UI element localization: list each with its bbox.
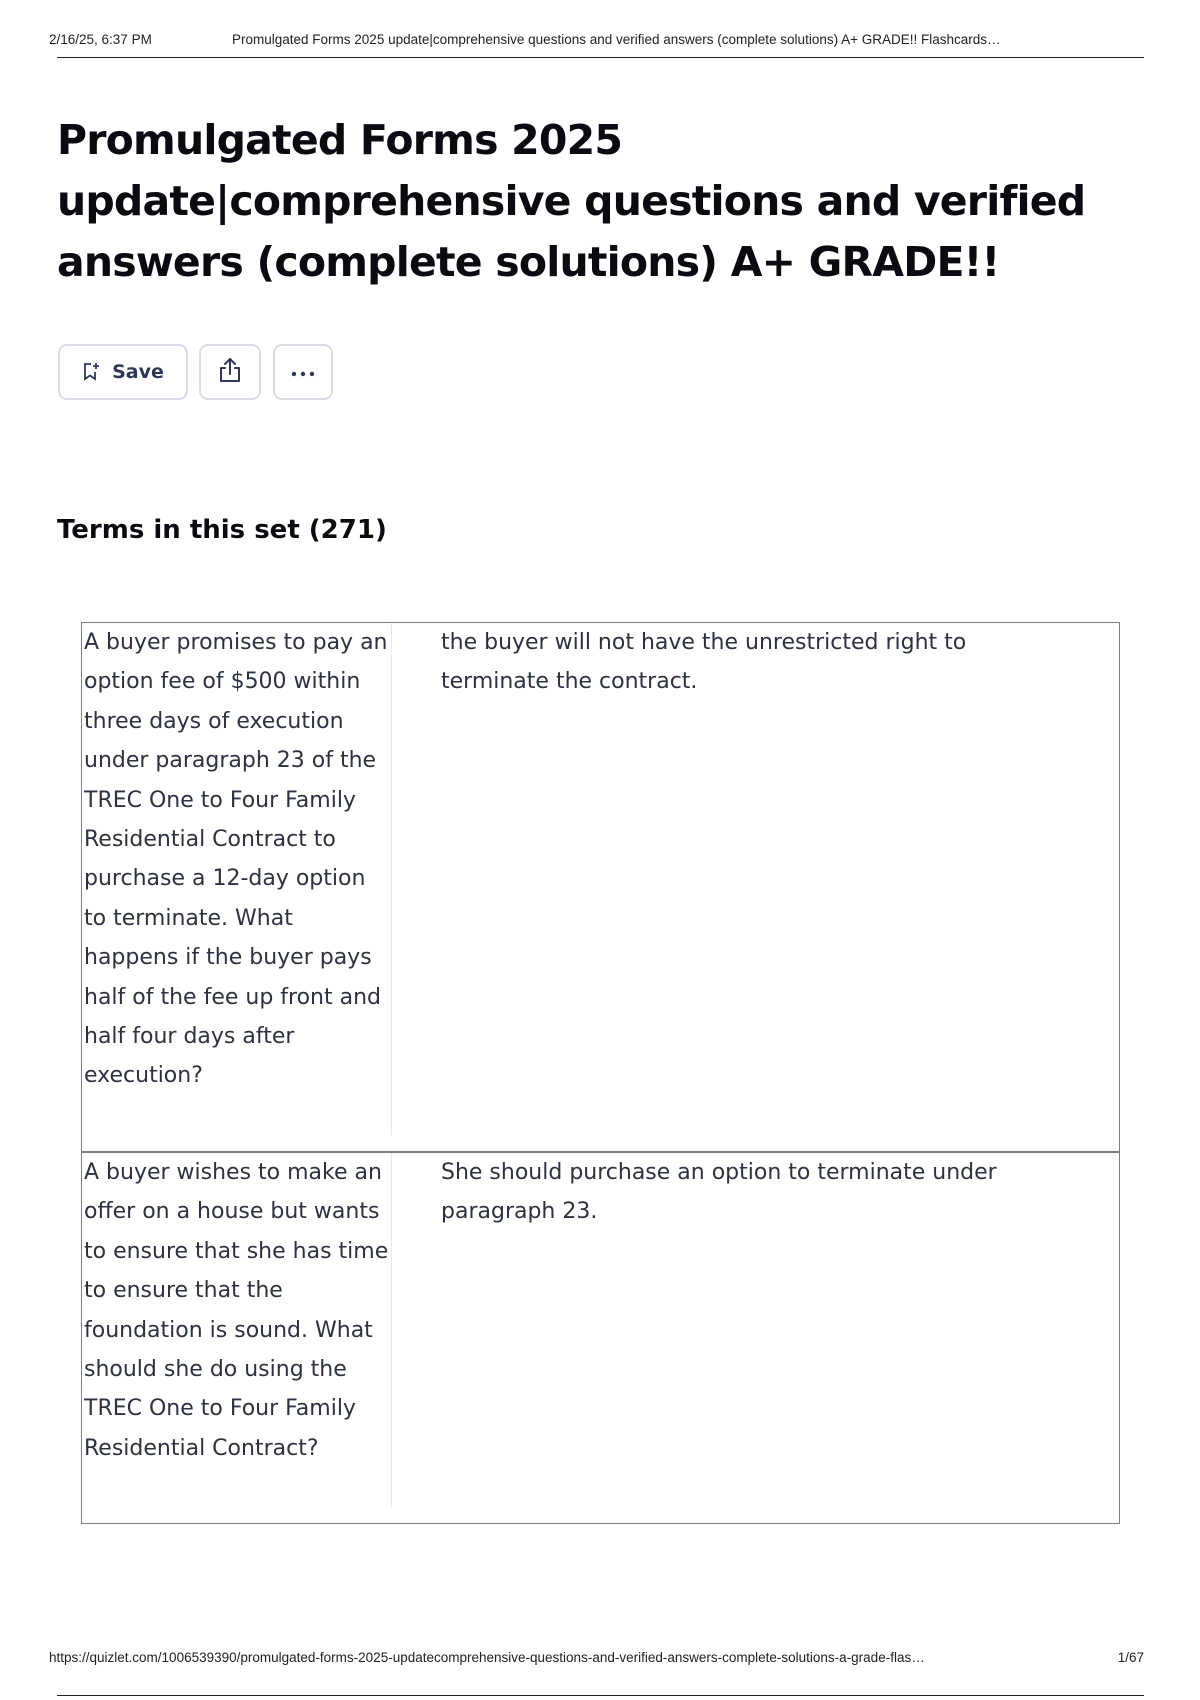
print-date: 2/16/25, 6:37 PM (49, 32, 152, 47)
more-options-button[interactable] (273, 344, 333, 400)
table-row (82, 623, 1119, 1151)
definition-text (392, 1153, 1119, 1523)
table-row (82, 1151, 1119, 1523)
print-url: https://quizlet.com/1006539390/promulgated-forms-2025-updatecomprehensive-questions-and-verified-answers-complete-solutions-a-grade-flas… (49, 1650, 925, 1665)
print-page-title: Promulgated Forms 2025 update|comprehensive questions and verified answers (complete solutions) A+ GRADE!! Flashcards… (232, 32, 1001, 47)
more-horizontal-icon (289, 361, 317, 383)
bookmark-add-icon (82, 362, 100, 382)
terms-table (81, 622, 1120, 1524)
definition-content: the buyer will not have the unrestricted right to terminate the contract. (441, 630, 967, 695)
print-footer (49, 1650, 1144, 1672)
page-title: Promulgated Forms 2025 update|comprehensive questions and verified answers (complete solutions) A+ GRADE!! (57, 116, 1086, 286)
page-number: 1/67 (1117, 1650, 1144, 1665)
definition-content: She should purchase an option to terminate under paragraph 23. (441, 1160, 997, 1225)
terms-heading: Terms in this set (271) (57, 515, 387, 545)
term-text: A buyer wishes to make an offer on a house but wants to ensure that she has time to ensure that the foundation is sound. What should she do using the TREC One to Four Family Residential Contract? (82, 1153, 392, 1507)
term-text: A buyer promises to pay an option fee of $500 within three days of execution under paragraph 23 of the TREC One to Four Family Residential Contract to purchase a 12-day option to terminate. What happens if the buyer pays half of the fee up front and half four days after execution? (82, 623, 392, 1135)
definition-text (392, 623, 1119, 1151)
share-button[interactable] (199, 344, 261, 400)
print-header (49, 28, 1144, 58)
header-divider (57, 57, 1144, 58)
footer-divider (57, 1695, 1144, 1696)
save-button-label: Save (112, 361, 164, 383)
save-button[interactable] (58, 344, 188, 400)
share-icon (217, 356, 243, 389)
